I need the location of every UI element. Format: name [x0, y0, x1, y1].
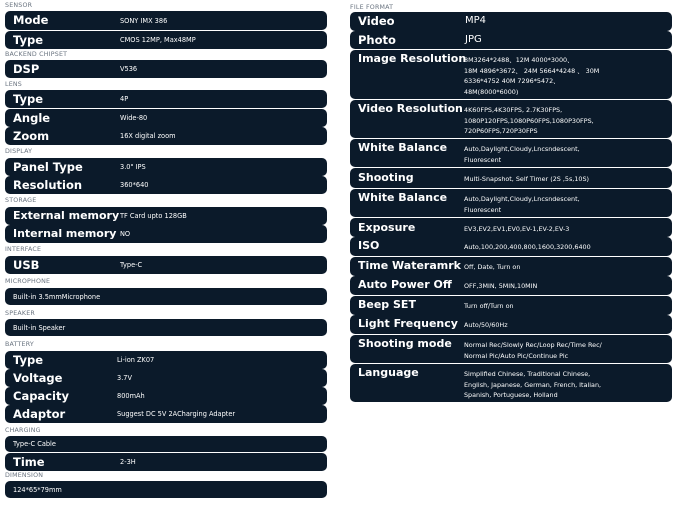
spec-row-exposure	[350, 218, 672, 237]
spec-key: Exposure	[358, 221, 416, 234]
spec-key: Language	[358, 366, 419, 379]
spec-row-dimension	[5, 481, 327, 498]
spec-row-resolution	[5, 176, 327, 194]
spec-row-adaptor	[5, 405, 327, 423]
spec-key: External memory	[13, 209, 120, 222]
spec-key: Shooting mode	[358, 337, 452, 350]
spec-key: Voltage	[13, 371, 63, 385]
spec-value-line: 8M3264*2488、12M 4000*3000、	[464, 56, 574, 64]
spec-value-block	[464, 340, 669, 361]
spec-key: Photo	[358, 33, 396, 47]
spec-row-speaker	[5, 319, 327, 336]
spec-value: 16X digital zoom	[120, 132, 176, 140]
spec-value-line: Simplified Chinese, Traditional Chinese,	[464, 370, 591, 378]
spec-row-light-frequency	[350, 315, 672, 334]
spec-key: Mode	[13, 13, 49, 27]
spec-row-panel-type	[5, 158, 327, 176]
spec-key: Type	[13, 353, 44, 367]
spec-key: Zoom	[13, 129, 50, 143]
spec-value: Li-ion ZK07	[117, 356, 155, 364]
spec-value-line: 18M 4896*3672、 24M 5664*4248 、 30M	[464, 66, 600, 75]
spec-key: Type	[13, 92, 44, 106]
spec-value-line: Fluorescent	[464, 205, 502, 214]
spec-row-charging-cable	[5, 436, 327, 452]
spec-value: TF Card upto 128GB	[120, 212, 187, 220]
spec-value-line: Auto,Daylight,Cloudy,Lncsndescent,	[464, 145, 580, 153]
spec-value: 4P	[120, 95, 129, 103]
spec-value: Multi-Snapshot, Self Timer (2S ,5s,10S)	[464, 175, 589, 183]
spec-row-angle	[5, 109, 327, 127]
spec-row-auto-power-off	[350, 276, 672, 295]
spec-row-battery-type	[5, 351, 327, 369]
spec-value: JPG	[465, 34, 482, 45]
section-storage: STORAGE	[5, 197, 37, 204]
spec-row-beep-set	[350, 296, 672, 315]
section-microphone: MICROPHONE	[5, 278, 51, 285]
spec-value-line: 48M(8000*6000)	[464, 87, 519, 96]
spec-row-microphone	[5, 288, 327, 305]
spec-value: V536	[120, 65, 138, 73]
spec-row-zoom	[5, 127, 327, 145]
spec-value: MP4	[465, 15, 487, 26]
section-dimension: DIMENSION	[5, 472, 44, 479]
spec-row-lens-type	[5, 90, 327, 108]
spec-value-line: 6336*4752 40M 7296*5472、	[464, 77, 560, 86]
spec-value: Auto,100,200,400,800,1600,3200,6400	[464, 243, 591, 251]
spec-row-usb	[5, 256, 327, 274]
spec-key: Time	[13, 455, 45, 469]
spec-key: White Balance	[358, 191, 448, 204]
section-interface: INTERFACE	[5, 246, 42, 253]
spec-value-line: Spanish, Portuguese, Holland	[464, 391, 558, 400]
section-charging: CHARGING	[5, 427, 41, 434]
spec-row-image-resolution	[350, 50, 672, 99]
spec-value: EV3,EV2,EV1,EV0,EV-1,EV-2,EV-3	[464, 225, 570, 233]
section-file-format: FILE FORMAT	[350, 4, 394, 11]
spec-key: Resolution	[13, 178, 83, 192]
spec-key: Video Resolution	[358, 102, 463, 115]
spec-value-block	[464, 194, 669, 215]
spec-key: Time Wateramrk	[358, 259, 461, 272]
section-backend-chipset: BACKEND CHIPSET	[5, 51, 68, 58]
spec-value-block	[464, 369, 669, 401]
spec-row-internal-memory	[5, 225, 327, 243]
spec-value-line: Normal Pic/Auto Pic/Continue Pic	[464, 351, 569, 360]
spec-key: Beep SET	[358, 298, 416, 311]
spec-row-language	[350, 364, 672, 402]
spec-key: Adaptor	[13, 407, 66, 421]
spec-row-time-watermark	[350, 257, 672, 276]
spec-key: USB	[13, 258, 40, 272]
spec-value-line: Normal Rec/Slowly Rec/Loop Rec/Time Rec/	[464, 341, 602, 349]
spec-value: Type-C	[120, 261, 143, 269]
section-lens: LENS	[5, 81, 22, 88]
spec-value: Built-in Speaker	[13, 324, 66, 332]
spec-value: 2-3H	[120, 458, 136, 466]
spec-row-voltage	[5, 369, 327, 387]
spec-key: Light Frequency	[358, 317, 458, 330]
spec-key: Panel Type	[13, 160, 83, 174]
spec-row-time	[5, 453, 327, 471]
spec-value-line: Auto,Daylight,Cloudy,Lncsndescent,	[464, 195, 580, 203]
spec-value: Turn off/Turn on	[464, 302, 514, 310]
spec-value-block	[464, 105, 669, 137]
spec-row-dsp	[5, 60, 327, 78]
spec-key: Type	[13, 33, 44, 47]
spec-value: Suggest DC 5V 2ACharging Adapter	[117, 410, 236, 418]
spec-row-video-resolution	[350, 100, 672, 138]
section-speaker: SPEAKER	[5, 310, 35, 317]
spec-value: Wide-80	[120, 114, 148, 122]
spec-row-video	[350, 12, 672, 31]
spec-row-white-balance	[350, 139, 672, 167]
spec-row-type	[5, 31, 327, 49]
spec-value: Off, Date, Turn on	[464, 263, 521, 271]
spec-value-line: 1080P120FPS,1080P60FPS,1080P30FPS,	[464, 116, 594, 125]
spec-value: 3.7V	[117, 374, 132, 382]
spec-key: Capacity	[13, 389, 69, 403]
spec-value-block	[464, 55, 669, 97]
spec-value-line: English, Japanese, German, French, Italian,	[464, 380, 602, 389]
spec-row-photo	[350, 31, 672, 49]
spec-key: Internal memory	[13, 227, 117, 240]
spec-value: Built-in 3.5mmMicrophone	[13, 293, 101, 301]
spec-key: Angle	[13, 111, 51, 125]
spec-row-mode	[5, 11, 327, 30]
spec-value-line: 720P60FPS,720P30FPS	[464, 127, 538, 136]
spec-key: DSP	[13, 62, 40, 76]
spec-row-iso	[350, 237, 672, 256]
spec-value: 360*640	[120, 181, 149, 189]
spec-key: White Balance	[358, 141, 448, 154]
spec-row-white-balance-2	[350, 189, 672, 217]
spec-row-external-memory	[5, 207, 327, 225]
spec-value: 124*65*79mm	[13, 486, 62, 494]
spec-key: Shooting	[358, 171, 414, 184]
spec-value-line: Fluorescent	[464, 155, 502, 164]
section-display: DISPLAY	[5, 148, 33, 155]
spec-row-capacity	[5, 387, 327, 405]
spec-value: OFF,3MIN, 5MIN,10MIN	[464, 282, 538, 290]
spec-row-shooting-mode	[350, 335, 672, 363]
spec-value: 3.0" IPS	[120, 163, 146, 171]
spec-value: 800mAh	[117, 392, 145, 400]
spec-value: CMOS 12MP, Max48MP	[120, 36, 196, 44]
spec-value: Auto/50/60Hz	[464, 321, 508, 329]
spec-key: Video	[358, 14, 395, 28]
spec-key: Image Resolution	[358, 52, 467, 65]
spec-value: Type-C Cable	[13, 440, 56, 448]
section-sensor: SENSOR	[5, 2, 33, 9]
spec-value: SONY IMX 386	[120, 17, 168, 25]
spec-value-line: 4K60FPS,4K30FPS, 2.7K30FPS,	[464, 106, 563, 114]
section-battery: BATTERY	[5, 341, 34, 348]
spec-key: ISO	[358, 239, 380, 252]
spec-key: Auto Power Off	[358, 278, 452, 291]
spec-row-shooting	[350, 168, 672, 188]
spec-value: NO	[120, 230, 131, 238]
spec-value-block	[464, 144, 669, 165]
